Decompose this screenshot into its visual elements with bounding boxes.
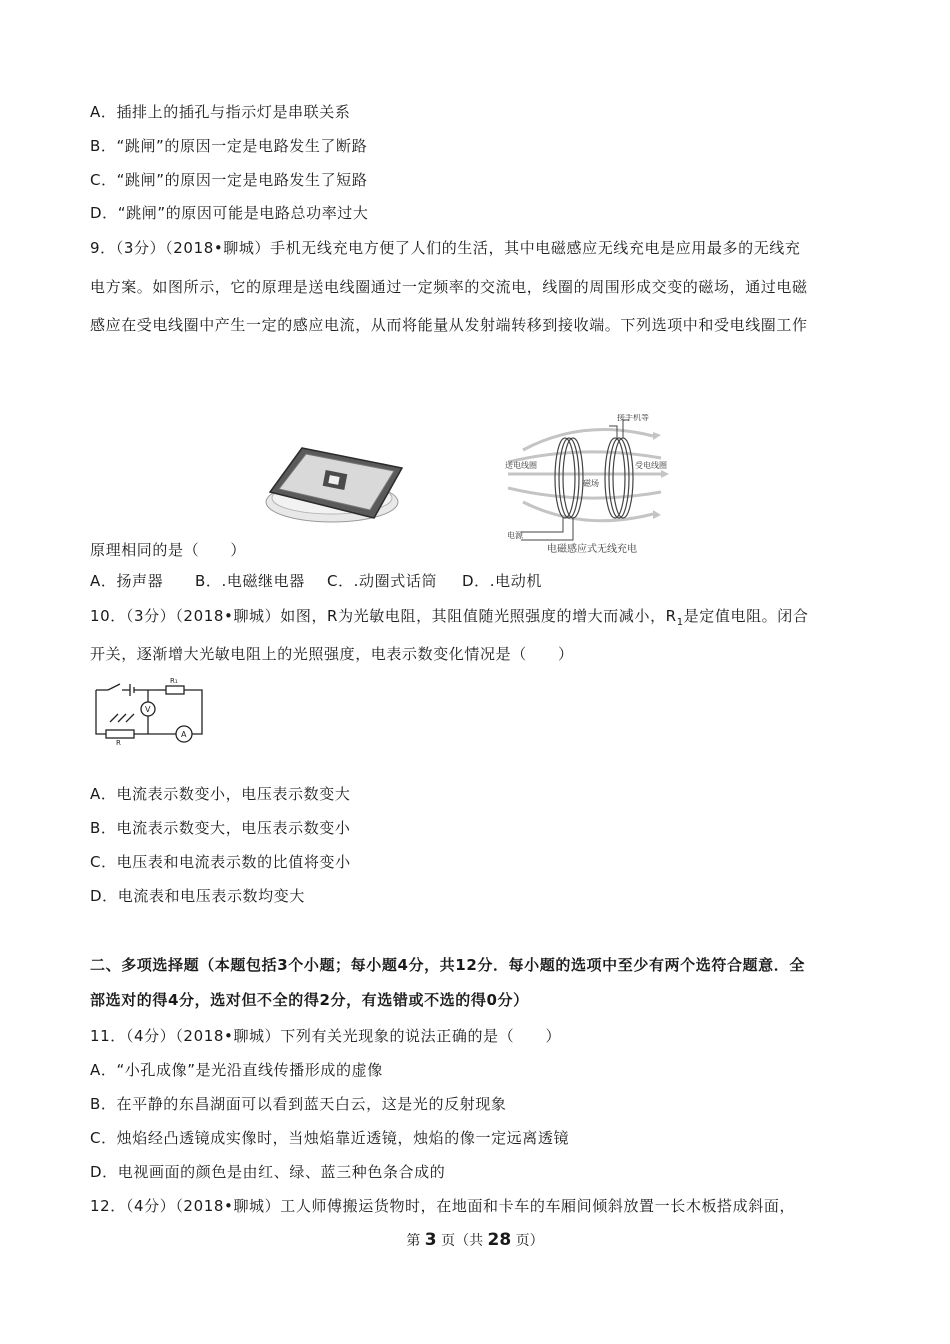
q11-option-b: B．在平静的东昌湖面可以看到蓝天白云，这是光的反射现象 xyxy=(90,1095,507,1113)
q10-stem-line-2: 开关，逐渐增大光敏电阻上的光照强度，电表示数变化情况是（ ） xyxy=(90,645,574,663)
phone-charging-pad-figure xyxy=(262,440,412,526)
q11-stem: 11．（4分）（2018•聊城）下列有关光现象的说法正确的是（ ） xyxy=(90,1027,562,1045)
q9-option-a: A．扬声器 xyxy=(90,572,164,590)
q10-option-d: D．电流表和电压表示数均变大 xyxy=(90,887,305,905)
r1-label: R₁ xyxy=(170,677,178,685)
q9-option-b: B．.电磁继电器 xyxy=(195,572,305,590)
send-coil-label: 送电线圈 xyxy=(505,461,537,470)
coil-diagram-figure xyxy=(503,414,669,556)
section-2-heading-line-2: 部选对的得4分，选对但不全的得2分，有选错或不选的得0分） xyxy=(90,991,529,1009)
section-2-heading-line-1: 二、多项选择题（本题包括3个小题；每小题4分，共12分．每小题的选项中至少有两个选符合题意．全 xyxy=(90,956,805,974)
q11-option-a: A．“小孔成像”是光沿直线传播形成的虚像 xyxy=(90,1061,383,1079)
voltmeter-label: V xyxy=(145,705,151,714)
power-label: 电源 xyxy=(507,531,523,540)
q12-stem: 12．（4分）（2018•聊城）工人师傅搬运货物时，在地面和卡车的车厢间倾斜放置一长木板搭成斜面， xyxy=(90,1197,796,1215)
q10-stem-part-b: 是定值电阻。闭合 xyxy=(683,607,809,625)
footer-page-number: 3 xyxy=(424,1230,437,1250)
field-label: 磁场 xyxy=(583,479,599,488)
circuit-diagram xyxy=(92,676,214,746)
footer-mid: 页（共 xyxy=(436,1233,488,1249)
footer-post: 页） xyxy=(511,1233,544,1249)
coil-figure-caption: 电磁感应式无线充电 xyxy=(547,544,637,555)
ammeter-label: A xyxy=(181,730,187,739)
page-footer xyxy=(0,1230,950,1250)
q8-option-a: A．插排上的插孔与指示灯是串联关系 xyxy=(90,103,351,121)
footer-total-pages: 28 xyxy=(487,1230,512,1250)
q9-stem-line-3: 感应在受电线圈中产生一定的感应电流，从而将能量从发射端转移到接收端。下列选项中和受电线圈工作 xyxy=(90,316,808,334)
phone-label: 接手机等 xyxy=(617,414,649,422)
q9-options xyxy=(90,571,542,591)
q10-stem-part-a: 10．（3分）（2018•聊城）如图，R为光敏电阻，其阻值随光照强度的增大而减小，R xyxy=(90,607,677,625)
q8-option-d: D．“跳闸”的原因可能是电路总功率过大 xyxy=(90,204,369,222)
q10-option-b: B．电流表示数变大，电压表示数变小 xyxy=(90,819,351,837)
recv-coil-label: 受电线圈 xyxy=(635,461,667,470)
q11-option-c: C．烛焰经凸透镜成实像时，当烛焰靠近透镜，烛焰的像一定远离透镜 xyxy=(90,1129,570,1147)
q9-option-d: D．.电动机 xyxy=(462,572,542,590)
r-label: R xyxy=(116,739,121,746)
q9-stem-tail: 原理相同的是（ ） xyxy=(90,541,247,559)
q10-stem-line-1 xyxy=(90,606,808,633)
q8-option-b: B．“跳闸”的原因一定是电路发生了断路 xyxy=(90,137,368,155)
q9-stem-line-2: 电方案。如图所示，它的原理是送电线圈通过一定频率的交流电，线圈的周围形成交变的磁场，通过电磁 xyxy=(90,278,808,296)
q8-option-c: C．“跳闸”的原因一定是电路发生了短路 xyxy=(90,171,368,189)
q11-option-d: D．电视画面的颜色是由红、绿、蓝三种色条合成的 xyxy=(90,1163,446,1181)
r1-subscript: 1 xyxy=(676,617,684,628)
footer-pre: 第 xyxy=(406,1233,425,1249)
q9-option-c: C．.动圈式话筒 xyxy=(327,572,438,590)
q9-stem-line-1: 9．（3分）（2018•聊城）手机无线充电方便了人们的生活，其中电磁感应无线充电是应用最多的无线充 xyxy=(90,239,801,257)
q10-option-a: A．电流表示数变小，电压表示数变大 xyxy=(90,785,351,803)
q10-option-c: C．电压表和电流表示数的比值将变小 xyxy=(90,853,351,871)
